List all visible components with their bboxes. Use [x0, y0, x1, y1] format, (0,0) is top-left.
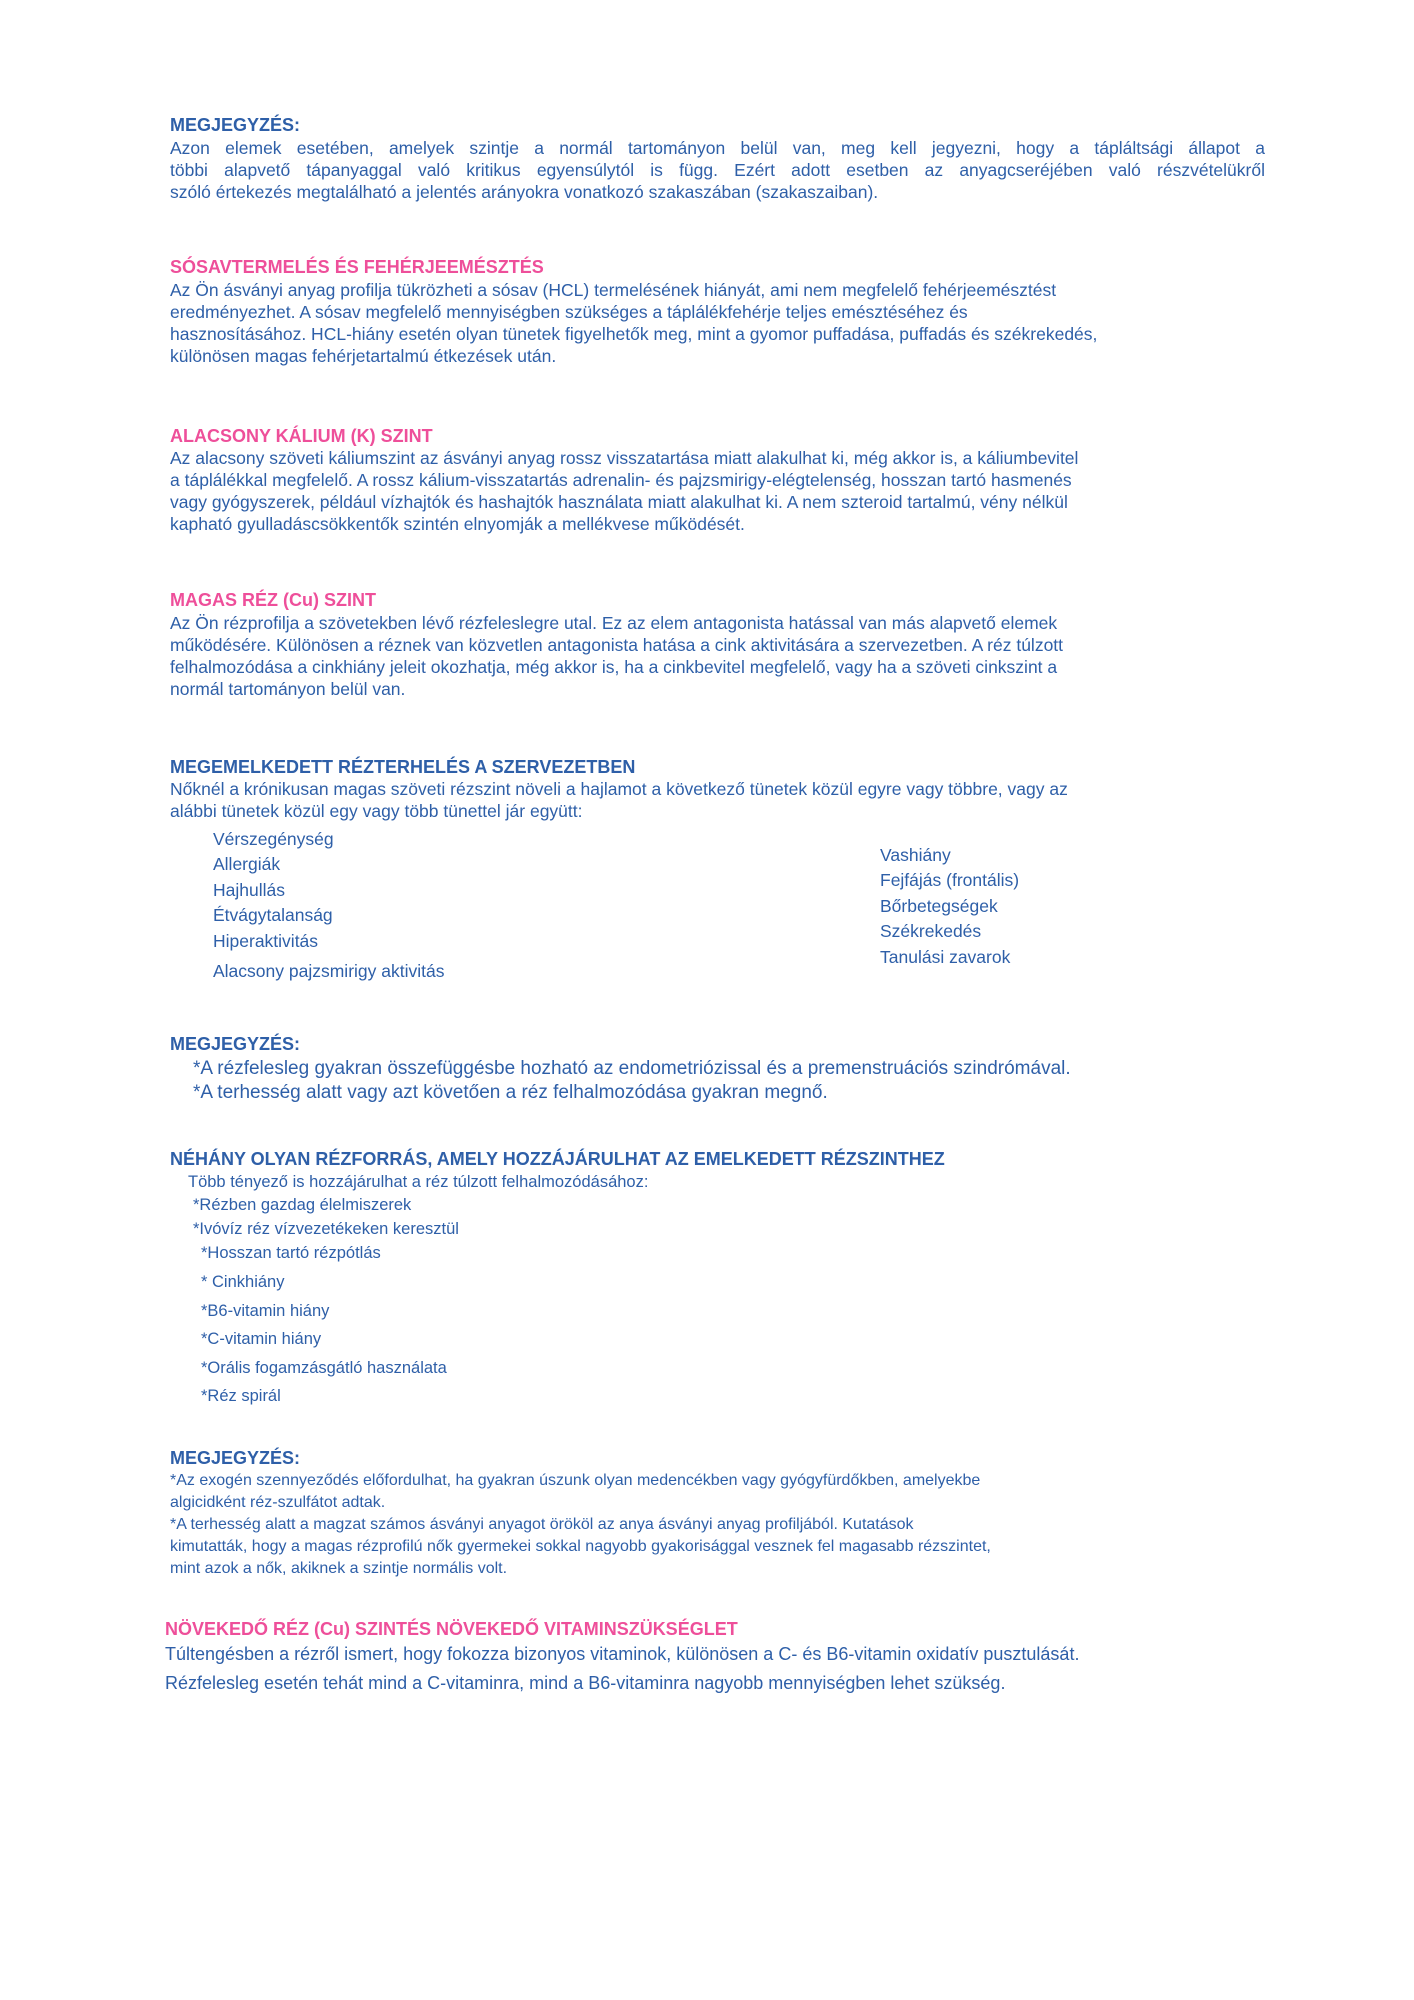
text-line: eredményezhet. A sósav megfelelő mennyiségben szükséges a táplálékfehérje teljes emésztéséhez és — [170, 302, 968, 322]
list-item: Tanulási zavarok — [880, 947, 1011, 967]
copper-sources-intro: Több tényező is hozzájárulhat a réz túlzott felhalmozódásához: — [188, 1173, 649, 1191]
note-heading-2: MEGJEGYZÉS: — [170, 1034, 301, 1054]
note-item: *A terhesség alatt vagy azt követően a réz felhalmozódása gyakran megnő. — [193, 1082, 828, 1103]
list-item: * Cinkhiány — [201, 1273, 285, 1291]
text-line: a táplálékkal megfelelő. A rossz kálium-visszatartás adrenalin- és pajzsmirigy-elégtelenség, hosszan tartó hasmenés — [170, 470, 1072, 490]
text-line: különösen magas fehérjetartalmú étkezések után. — [170, 346, 557, 366]
note-heading-3: MEGJEGYZÉS: — [170, 1448, 301, 1468]
potassium-paragraph — [170, 447, 1078, 535]
list-item: *Rézben gazdag élelmiszerek — [193, 1196, 412, 1214]
note-heading-1: MEGJEGYZÉS: — [170, 115, 301, 135]
list-item: *C-vitamin hiány — [201, 1330, 322, 1348]
list-item: Hajhullás — [213, 880, 285, 900]
text-line: *A terhesség alatt a magzat számos ásványi anyagot örököl az anya ásványi anyag profiljából. Kutatások — [170, 1516, 914, 1533]
list-item: Allergiák — [213, 854, 281, 874]
text-line: algicidként réz-szulfátot adtak. — [170, 1494, 386, 1511]
list-item: Bőrbetegségek — [880, 896, 998, 916]
text-line: szóló értekezés megtalálható a jelentés arányokra vonatkozó szakaszában (szakaszaiban). — [170, 182, 879, 202]
text-line: Túltengésben a rézről ismert, hogy fokozza bizonyos vitaminok, különösen a C- és B6-vitamin oxidatív pusztulását. — [165, 1644, 1080, 1664]
note-paragraph-3 — [170, 1470, 991, 1580]
text-line: Azon elemek esetében, amelyek szintje a normál tartományon belül van, meg kell jegyezni, hogy a tápláltsági állapot a — [170, 138, 1265, 158]
list-item: *B6-vitamin hiány — [201, 1302, 330, 1320]
text-line: *Az exogén szennyeződés előfordulhat, ha gyakran úszunk olyan medencékben vagy gyógyfürdőkben, amelyekbe — [170, 1472, 981, 1489]
text-line: kimutatták, hogy a magas rézprofilú nők gyermekei sokkal nagyobb gyakorisággal vesznek fel magasabb rézszintet, — [170, 1538, 991, 1555]
list-item: Vashiány — [880, 845, 951, 865]
text-line: működésére. Különösen a réznek van közvetlen antagonista hatása a cink aktivitására a szervezetben. A réz túlzott — [170, 635, 1064, 655]
potassium-heading: ALACSONY KÁLIUM (K) SZINT — [170, 426, 433, 446]
list-item: Vérszegénység — [213, 829, 334, 849]
note-item: *A rézfelesleg gyakran összefüggésbe hozható az endometriózissal és a premenstruációs szindrómával. — [193, 1058, 1071, 1079]
list-item: Alacsony pajzsmirigy aktivitás — [213, 961, 445, 981]
text-line: többi alapvető tápanyaggal való kritikus egyensúlytól is függ. Ezért adott esetben az anyagcseréjében való részvételükről — [170, 160, 1265, 180]
list-item: *Hosszan tartó rézpótlás — [201, 1244, 381, 1262]
list-item: Étvágytalanság — [213, 905, 333, 925]
vitamin-heading: NÖVEKEDŐ RÉZ (Cu) SZINTÉS NÖVEKEDŐ VITAMINSZÜKSÉGLET — [165, 1619, 738, 1639]
text-line: felhalmozódása a cinkhiány jeleit okozhatja, még akkor is, ha a cinkbevitel megfelelő, vagy ha a szöveti cinkszint a — [170, 657, 1058, 677]
copper-sources-heading: NÉHÁNY OLYAN RÉZFORRÁS, AMELY HOZZÁJÁRULHAT AZ EMELKEDETT RÉZSZINTHEZ — [170, 1149, 945, 1169]
text-line: vagy gyógyszerek, például vízhajtók és hashajtók használata miatt alakulhat ki. A nem szteroid tartalmú, vény nélkül — [170, 492, 1068, 512]
text-line: Nőknél a krónikusan magas szöveti rézszint növeli a hajlamot a következő tünetek közül egyre vagy többre, vagy az — [170, 779, 1068, 799]
text-line: kapható gyulladáscsökkentők szintén elnyomják a mellékvese működését. — [170, 514, 745, 534]
hcl-paragraph — [170, 279, 1097, 367]
list-item: Fejfájás (frontális) — [880, 870, 1020, 890]
text-line: normál tartományon belül van. — [170, 679, 406, 699]
list-item: *Réz spirál — [201, 1387, 281, 1405]
copper-load-heading: MEGEMELKEDETT RÉZTERHELÉS A SZERVEZETBEN — [170, 757, 636, 777]
list-item: *Ivóvíz réz vízvezetékeken keresztül — [193, 1220, 459, 1238]
note-paragraph-1 — [170, 137, 1265, 203]
text-line: Az Ön ásványi anyag profilja tükrözheti a sósav (HCL) termelésének hiányát, ami nem megfelelő fehérjeemésztést — [170, 280, 1057, 300]
text-line: mint azok a nők, akiknek a szintje normális volt. — [170, 1560, 508, 1577]
text-line: Az Ön rézprofilja a szövetekben lévő rézfeleslegre utal. Ez az elem antagonista hatással van más alapvető elemek — [170, 613, 1058, 633]
text-line: alábbi tünetek közül egy vagy több tünettel jár együtt: — [170, 801, 583, 821]
list-item: Hiperaktivitás — [213, 931, 319, 951]
list-item: *Orális fogamzásgátló használata — [201, 1359, 447, 1377]
list-item: Székrekedés — [880, 921, 982, 941]
copper-paragraph — [170, 612, 1063, 700]
hcl-heading: SÓSAVTERMELÉS ÉS FEHÉRJEEMÉSZTÉS — [170, 257, 544, 277]
text-line: hasznosításához. HCL-hiány esetén olyan tünetek figyelhetők meg, mint a gyomor puffadása, puffadás és székrekedés, — [170, 324, 1098, 344]
text-line: Rézfelesleg esetén tehát mind a C-vitaminra, mind a B6-vitaminra nagyobb mennyiségben lehet szükség. — [165, 1673, 1006, 1693]
text-line: Az alacsony szöveti káliumszint az ásványi anyag rossz visszatartása miatt alakulhat ki, még akkor is, a káliumbevitel — [170, 448, 1079, 468]
copper-heading: MAGAS RÉZ (Cu) SZINT — [170, 590, 376, 610]
copper-load-paragraph — [170, 778, 1068, 822]
